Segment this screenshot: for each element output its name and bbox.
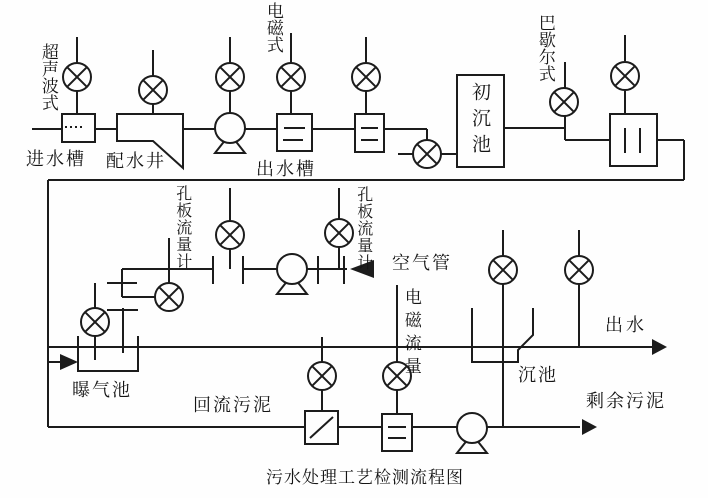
label-return-sludge: 回流污泥: [193, 395, 273, 415]
label-excess-sludge: 剩余污泥: [586, 391, 666, 411]
label-sedimentation-tank: 沉池: [518, 365, 558, 385]
flow-sensor-icon: [611, 62, 639, 90]
label-parshall-type: 巴歇尔式: [535, 14, 555, 82]
flow-sensor-icon: [81, 308, 109, 336]
label-inlet-channel: 进水槽: [26, 149, 86, 169]
em-flowmeter-box-2: [382, 414, 412, 451]
flow-sensor-icon: [277, 63, 305, 91]
label-primary-sedimentation-tank: 初沉池: [468, 82, 490, 160]
label-air-pipe: 空气管: [392, 253, 452, 273]
flow-sensor-icon: [489, 256, 517, 284]
flow-sensor-icon: [550, 88, 578, 116]
flow-sensor-icon: [139, 76, 167, 104]
flow-sensor-icon: [63, 63, 91, 91]
detector-box: [610, 114, 657, 166]
flowmeter-box-2: [355, 114, 384, 152]
excess-sludge-arrow-icon: [582, 419, 597, 435]
effluent-arrow-icon: [652, 339, 667, 355]
label-effluent: 出水: [605, 315, 647, 335]
flow-sensor-icon: [565, 256, 593, 284]
flow-sensor-icon: [325, 219, 353, 247]
label-distribution-well: 配水井: [106, 151, 166, 171]
blower-pump-icon: [277, 254, 307, 294]
label-electromagnetic-flow: 电磁流量: [401, 288, 421, 380]
diagram-caption: 污水处理工艺检测流程图: [266, 468, 464, 487]
aeration-tank-shape: [78, 336, 138, 371]
flow-sensor-icon: [352, 63, 380, 91]
flow-sensor-icon: [216, 221, 244, 249]
em-flowmeter-box-1: [277, 114, 312, 151]
flow-sensor-icon: [216, 63, 244, 91]
label-electromagnetic-type: 电磁式: [263, 2, 283, 53]
label-orifice-flowmeter-right: 孔板流量计: [354, 186, 372, 271]
sludge-pump-icon: [457, 413, 487, 453]
aeration-inlet-arrow-icon: [60, 354, 78, 370]
pump-icon: [215, 113, 245, 153]
label-ultrasonic-type: 超声波式: [38, 43, 58, 111]
label-outlet-channel: 出水槽: [256, 159, 316, 179]
label-orifice-flowmeter-left: 孔板流量计: [173, 185, 191, 270]
flow-sensor-icon: [413, 140, 441, 168]
flow-sensor-icon: [155, 283, 183, 311]
label-aeration-tank: 曝气池: [72, 380, 132, 400]
flow-sensor-icon: [308, 362, 336, 390]
